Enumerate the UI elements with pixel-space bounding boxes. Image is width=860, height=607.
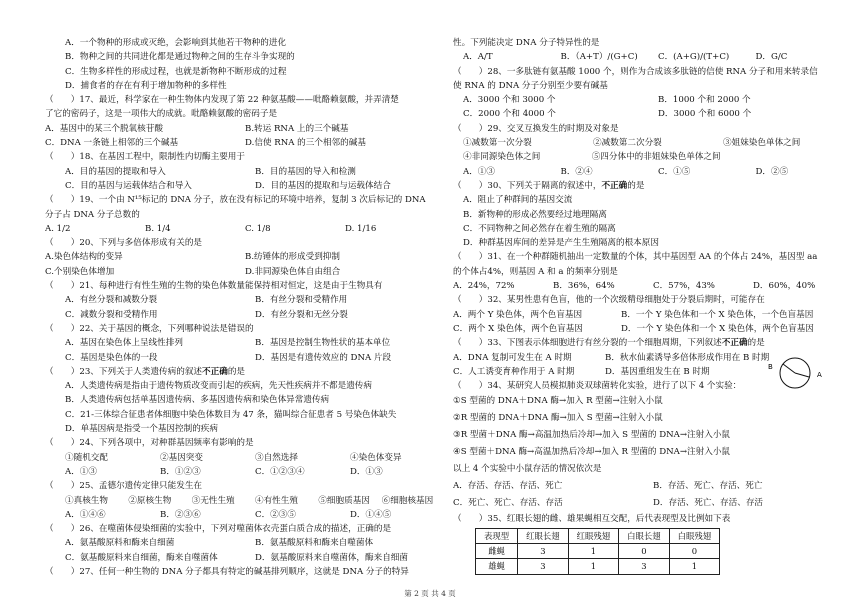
q24-option-b: B．①②③: [160, 466, 201, 477]
q32-option-b: B．一个 Y 染色体和一个 X 染色体，一个色盲基因: [621, 309, 814, 320]
q35-stem: （ ）35、红眼长翅的雌、雄果蝇相互交配，后代表现型及比例如下表: [453, 514, 731, 525]
q29-item-4: ④非同源染色体之间: [463, 152, 541, 163]
table-header-cell: 白眼长翅: [619, 528, 670, 543]
q22-option-b: B．基因是控制生物性状的基本单位: [255, 338, 391, 349]
q22-options-cd: [45, 351, 445, 365]
q33-option-a: A．DNA 复制可发生在 A 时期: [453, 352, 572, 363]
q28-option-b: B．1000 个和 2000 个: [658, 95, 751, 106]
q23-option-a: A．人类遗传病是指由于遗传物质改变而引起的疾病，先天性疾病并不都是遗传病: [65, 381, 372, 392]
q18-option-a: A．目的基因的提取和导入: [65, 166, 166, 177]
q17-options-cd: [45, 136, 445, 150]
q19-stem-line2: 分子占 DNA 分子总数的: [45, 209, 140, 220]
q25-option-a: A．①④⑥: [65, 509, 106, 520]
q24-option-a: A．①③: [65, 466, 97, 477]
q21-options-ab: [45, 293, 445, 307]
table-cell: 1: [568, 544, 619, 559]
cell-cycle-diagram: [765, 353, 825, 393]
q32-option-d: D．一个 Y 染色体和一个 X 染色体，两个色盲基因: [621, 323, 814, 334]
q25-option-b: B．②③⑥: [160, 509, 201, 520]
q26-options-cd: [45, 551, 445, 565]
q27-option-d: D．G/C: [755, 52, 788, 63]
q25-item-5: ⑤细胞质基因: [318, 495, 370, 506]
q19-option-b: B. 1/4: [145, 223, 171, 234]
q19-stem-line1: （ ）19、一个由 N¹⁵标记的 DNA 分子，放在没有标记的环境中培养，复制 3 次后标记的 DNA: [45, 195, 426, 206]
q33-stem-post: 的是: [747, 338, 765, 349]
q30-stem: [453, 179, 853, 193]
table-cell: 3: [518, 559, 569, 574]
q18-option-b: B．目的基因的导入和检测: [255, 166, 356, 177]
q29-item-1: ①减数第一次分裂: [463, 138, 532, 149]
page-number: 第 2 页 共 4 页: [404, 589, 456, 598]
q34-experiment-2: ②R 型菌的 DNA＋DNA 酶→加入 S 型菌→注射入小鼠: [453, 413, 663, 424]
q29-item-5: ⑤四分体中的非姐妹染色单体之间: [591, 152, 721, 163]
q18-stem: （ ）18、在基因工程中，限制性内切酶主要用于: [45, 152, 245, 163]
q23-option-b: B．人类遗传病包括单基因遗传病、多基因遗传病和染色体异常遗传病: [65, 395, 330, 406]
q18-option-d: D．目的基因的提取和与运载体结合: [255, 180, 391, 191]
q17-stem-line1: （ ）17、最近，科学家在一种生物体内发现了第 22 种氨基酸——吡酪赖氨酸，并弄清楚: [45, 95, 399, 106]
q27-option-c: C．(A+G)/(T+C): [658, 52, 730, 63]
q32-option-a: A．两个 Y 染色体，两个色盲基因: [453, 309, 583, 320]
q28-option-c: C．2000 个和 4000 个: [463, 109, 556, 120]
q27-stem-line2: 性。下列能决定 DNA 分子特异性的是: [453, 38, 600, 48]
table-cell: 3: [518, 544, 569, 559]
q26-stem: （ ）26、在噬菌体侵染细菌的实验中，下列对噬菌体衣壳蛋白质合成的描述，正确的是: [45, 524, 392, 535]
q29-option-d: D．②⑤: [755, 166, 789, 177]
q25-item-6: ⑥细胞核基因: [381, 495, 434, 506]
q18-options-ab: [45, 165, 445, 179]
q26-option-d: D．氨基酸原料来自噬菌体，酶来自细菌: [255, 552, 408, 563]
q34-experiment-1: ①S 型菌的 DNA＋DNA 酶→加入 R 型菌→注射入小鼠: [453, 396, 663, 407]
q29-option-a: A．①③: [463, 166, 495, 177]
q31-stem-line1: （ ）31、在一个种群随机抽出一定数量的个体，其中基因型 AA 的个体占 24%，基因型 aa: [453, 252, 818, 263]
q17-option-c: C．DNA 一条链上相邻的三个碱基: [45, 138, 179, 149]
q29-option-b: B．②④: [560, 166, 593, 177]
q29-items-row1: [453, 136, 853, 150]
q32-stem: （ ）32、某男性患有色盲，他的一个次级精母细胞处于分裂后期时，可能存在: [453, 295, 765, 306]
q25-item-1: ①真核生物: [65, 495, 108, 506]
q25-stem: （ ）25、孟德尔遗传定律只能发生在: [45, 481, 203, 492]
q22-options-ab: [45, 336, 445, 350]
q34-option-b: B．存活、死亡、存活、死亡: [653, 481, 763, 492]
q19-options: [45, 222, 445, 236]
q31-option-d: D．60%，40%: [753, 281, 816, 292]
table-cell: 1: [568, 559, 619, 574]
q23-option-c: C．21-三体综合征患者体细胞中染色体数目为 47 条，猫叫综合征患者 5 号染色体缺失: [65, 409, 397, 420]
q29-stem: （ ）29、交叉互换发生的时期及对象是: [453, 123, 619, 134]
q30-stem-negation: 不正确: [601, 180, 628, 191]
table-cell: 雄蝇: [476, 559, 518, 574]
q17-option-d: D.信使 RNA 的三个相邻的碱基: [245, 138, 366, 149]
q24-stem: （ ）24、下列各项中，对种群基因频率有影响的是: [45, 438, 254, 449]
table-header-row: [476, 528, 720, 543]
q30-stem-post: 的是: [627, 180, 645, 191]
q30-stem-pre: （ ）30、下列关于隔离的叙述中，: [453, 180, 602, 191]
q34-experiment-4: ④S 型菌＋DNA 酶→高温加热后冷却→加入 R 型菌的 DNA→注射入小鼠: [453, 447, 731, 458]
q29-option-c: C．①⑤: [658, 166, 691, 177]
cycle-arrow-line: [795, 373, 809, 377]
q16-option-c: C．生物多样性的形成过程，也就是新物种不断形成的过程: [65, 66, 287, 77]
q28-stem-line1: （ ）28、一多肽链有氨基酸 1000 个，则作为合成该多肽链的信使 RNA 分子和用来转录信: [453, 66, 818, 77]
table-cell: 1: [669, 559, 720, 574]
q27-option-b: B．（A+T）/(G+C): [560, 52, 638, 63]
q34-option-d: D．存活、死亡、存活、存活: [653, 498, 764, 509]
q31-stem-line2: 的个体占4%，则基因 A 和 a 的频率分别是: [453, 266, 618, 277]
q29-items-row2: [453, 150, 853, 164]
q32-options-ab: [453, 308, 853, 322]
table-cell: 3: [619, 559, 670, 574]
q22-stem: （ ）22、关于基因的概念，下列哪种说法是错误的: [45, 323, 254, 334]
q29-item-3: ③姐妹染色单体之间: [723, 138, 801, 149]
q16-option-d: D．捕食者的存在有利于增加物种的多样性: [65, 80, 227, 91]
q22-option-a: A．基因在染色体上呈线性排列: [65, 338, 183, 349]
q20-stem: （ ）20、下列与多倍体形成有关的是: [45, 238, 203, 249]
q20-options-cd: [45, 265, 445, 279]
q25-option-c: C．②③⑤: [255, 509, 296, 520]
q17-options-ab: [45, 122, 445, 136]
q28-options-cd: [453, 107, 853, 121]
q22-option-c: C．基因是染色体的一段: [65, 352, 158, 363]
table-row: [476, 559, 720, 574]
q25-items: [45, 494, 445, 508]
table-cell: 0: [619, 544, 670, 559]
q25-item-2: ②原核生物: [128, 495, 172, 506]
q27-options: [453, 50, 853, 64]
q35-phenotype-table: [475, 528, 720, 575]
q27-stem-line1: （ ）27、任何一种生物的 DNA 分子都具有特定的碱基排列顺序，这就是 DNA 分子的特异: [45, 566, 409, 577]
q25-item-3: ③无性生殖: [191, 495, 235, 506]
q27-option-a: A．A/T: [463, 52, 493, 63]
q26-option-a: A．氨基酸原料和酶来自细菌: [65, 538, 175, 549]
q20-option-a: A.染色体结构的变异: [45, 252, 123, 263]
q29-item-2: ②减数第二次分裂: [593, 138, 662, 149]
q18-options-cd: [45, 179, 445, 193]
table-row: [476, 544, 720, 559]
q21-options-cd: [45, 308, 445, 322]
q30-option-b: B．新物种的形成必然要经过地理隔离: [463, 209, 607, 220]
q20-option-c: C.个别染色体增加: [45, 266, 115, 277]
q23-stem-negation: 不正确: [202, 366, 228, 377]
q31-option-b: B．36%，64%: [553, 281, 615, 292]
q34-question: 以上 4 个实验中小鼠存活的情况依次是: [453, 464, 602, 475]
q33-stem: [453, 336, 853, 350]
q31-option-c: C．57%，43%: [653, 281, 715, 292]
q33-option-c: C．人工诱变育种作用于 A 时期: [453, 366, 575, 377]
q24-item-4: ④染色体变异: [350, 452, 402, 463]
q20-option-b: B.纺锤体的形成受到抑制: [245, 252, 340, 263]
q30-option-a: A．阻止了种群间的基因交流: [463, 195, 573, 206]
right-column: [453, 36, 853, 575]
q34-experiment-3: ③R 型菌＋DNA 酶→高温加热后冷却→加入 S 型菌的 DNA→注射入小鼠: [453, 430, 731, 441]
q21-option-c: C．减数分裂和受精作用: [65, 309, 158, 320]
q21-option-a: A．有丝分裂和减数分裂: [65, 295, 158, 306]
q24-option-c: C．①②③④: [255, 466, 305, 477]
q25-option-d: D．①④⑤: [350, 509, 392, 520]
q30-option-c: C．不同物种之间必然存在着生殖的隔离: [463, 223, 616, 234]
q25-item-4: ④有性生殖: [254, 495, 298, 506]
q16-option-a: A．一个物种的形成或灭绝，会影响到其他若干物种的进化: [65, 38, 287, 48]
q23-option-d: D．单基因病是指受一个基因控制的疾病: [65, 424, 218, 435]
q17-option-b: B.转运 RNA 上的三个碱基: [245, 123, 349, 134]
q34-options-ab: [453, 478, 853, 495]
table-header-cell: 表现型: [476, 528, 518, 543]
q29-options: [453, 165, 853, 179]
q23-stem-pre: （ ）23、下列关于人类遗传病的叙述: [45, 366, 203, 377]
q16-option-b: B．物种之间的共同进化都是通过物种之间的生存斗争实现的: [65, 52, 295, 63]
left-column: [45, 36, 445, 579]
diagram-label-a: A: [817, 371, 822, 379]
q22-option-d: D．基因是有遗传效应的 DNA 片段: [255, 352, 392, 363]
q19-option-c: C. 1/8: [245, 223, 271, 234]
q31-options: [453, 279, 853, 293]
table-cell: 雌蝇: [476, 544, 518, 559]
q24-item-3: ③自然选择: [255, 452, 298, 463]
q23-stem: [45, 365, 445, 379]
q31-option-a: A．24%，72%: [453, 281, 515, 292]
q34-option-a: A．存活、存活、存活、死亡: [453, 481, 563, 492]
q32-options-cd: [453, 322, 853, 336]
table-header-cell: 白眼残翅: [669, 528, 720, 543]
table-header-cell: 红眼残翅: [568, 528, 619, 543]
q33-stem-negation: 不正确: [721, 338, 748, 349]
q18-option-c: C．目的基因与运载体结合和导入: [65, 180, 192, 191]
q20-options-ab: [45, 250, 445, 264]
q26-options-ab: [45, 536, 445, 550]
q30-option-d: D．种群基因库间的差异是产生生殖隔离的根本原因: [463, 238, 659, 249]
q34-option-c: C．死亡、死亡、存活、存活: [453, 498, 563, 509]
diagram-label-b: B: [768, 363, 773, 371]
cycle-division-line: [783, 364, 795, 373]
q21-option-d: D．有丝分裂和无丝分裂: [255, 309, 348, 320]
q19-option-a: A. 1/2: [45, 223, 71, 234]
table-header-cell: 红眼长翅: [518, 528, 569, 543]
q23-stem-post: 的是: [227, 366, 246, 377]
q33-option-d: D．基因重组发生在 B 时期: [605, 366, 710, 377]
q24-item-2: ②基因突变: [160, 452, 203, 463]
q34-options-cd: [453, 495, 853, 512]
q28-option-a: A．3000 个和 3000 个: [463, 95, 556, 106]
table-cell: 0: [669, 544, 720, 559]
q26-option-c: C．氨基酸原料来自细菌，酶来自噬菌体: [65, 552, 218, 563]
q28-options-ab: [453, 93, 853, 107]
q26-option-b: B．氨基酸原料和酶来自噬菌体: [255, 538, 374, 549]
q17-option-a: A．基因中的某三个脱氧核苷酸: [45, 123, 163, 134]
q25-options: [45, 508, 445, 522]
q28-option-d: D．3000 个和 6000 个: [658, 109, 752, 120]
q21-option-b: B．有丝分裂和受精作用: [255, 295, 348, 306]
q32-option-c: C．两个 X 染色体，两个色盲基因: [453, 323, 583, 334]
q24-items: [45, 451, 445, 465]
q24-option-d: D．①③: [350, 466, 383, 477]
q24-item-1: ①随机交配: [65, 452, 108, 463]
q17-stem-line2: 了它的密码子，这是一项伟大的成就。吡酪赖氨酸的密码子是: [45, 109, 278, 120]
q21-stem: （ ）21、每种进行有性生殖的生物的染色体数量能保持相对恒定，这是由于生物具有: [45, 281, 383, 292]
q20-option-d: D.非同源染色体自由组合: [245, 266, 341, 277]
q33-stem-pre: （ ）33、下图表示体细胞进行有丝分裂的一个细胞周期，下列叙述: [453, 338, 722, 349]
q33-option-b: B．秋水仙素诱导多倍体形成作用在 B 时期: [605, 352, 770, 363]
q34-stem: （ ）34、某研究人员模拟肺炎双球菌转化实验，进行了以下 4 个实验：: [453, 381, 742, 392]
q24-options: [45, 465, 445, 479]
q28-stem-line2: 使 RNA 的 DNA 分子分别至少要有碱基: [453, 80, 608, 91]
q19-option-d: D. 1/16: [345, 223, 377, 234]
